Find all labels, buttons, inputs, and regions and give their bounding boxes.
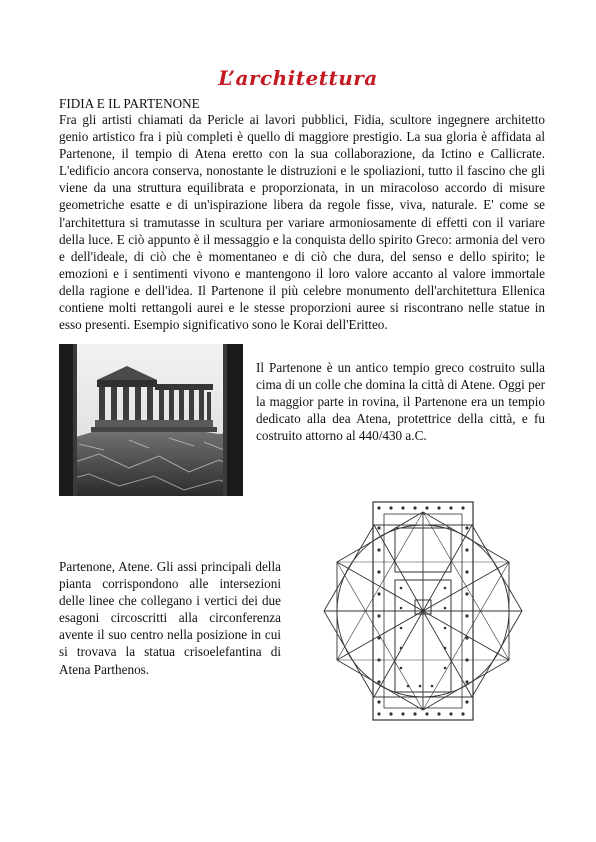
intro-paragraph: Fra gli artisti chiamati da Pericle ai lavori pubblici, Fidia, scultore ingegnere architetto genio artistico fra i più completi è quello di maggiore prestigio. La sua gloria è affidata al Partenone, il tempio di Atena eretto con la sua collaborazione, da Ictino e Callicrate. L'edificio ancora conserva, nonostante le distruzioni e le spoliazioni, tutto il fascino che gli viene da una struttura equilibrata e proporzionata, in un miracoloso accordo di misure geometriche esatte e di un'ispirazione libera da regole fisse, viva, naturale. E' come se l'architettura si tramutasse in scultura per variare armoniosamente di effetti con il variare della luce. E ciò appunto è il messaggio e la conquista dello spirito Greco: armonia del vero e dell'ideale, di ciò che è momentaneo e di ciò che dura, del senso e dello spirito; le emozioni e i sentimenti vivono e mantengono il loro valore accanto al valore immortale della ragione e dell'idea. Il Partenone il più celebre monumento dell'architettura Ellenica contiene molti rettangoli aurei e le stesse proporzioni auree si riscontrano nelle statue in esso presenti. Esempio significativo sono le Korai dell'Eritteo. — [59, 112, 545, 333]
page-title: L’architettura — [218, 66, 378, 90]
parthenon-photo — [59, 344, 243, 496]
section-heading: FIDIA E IL PARTENONE — [59, 96, 200, 111]
plan-caption: Partenone, Atene. Gli assi principali della pianta corrispondono alle intersezioni delle linee che collegano i vertici dei due esagoni circoscritti alla circonferenza avente il suo centro nella posizione in cui si trovava la statua crisoelefantina di Atena Parthenos. — [59, 559, 281, 677]
parthenon-plan-diagram — [300, 488, 546, 734]
parthenon-description: Il Partenone è un antico tempio greco costruito sulla cima di un colle che domina la città di Atene. Oggi per la maggior parte in rovina, il Partenone era un tempio dedicato alla dea Atena, protettrice della città, e fu costruito attorno al 440/430 a.C. — [256, 360, 545, 444]
